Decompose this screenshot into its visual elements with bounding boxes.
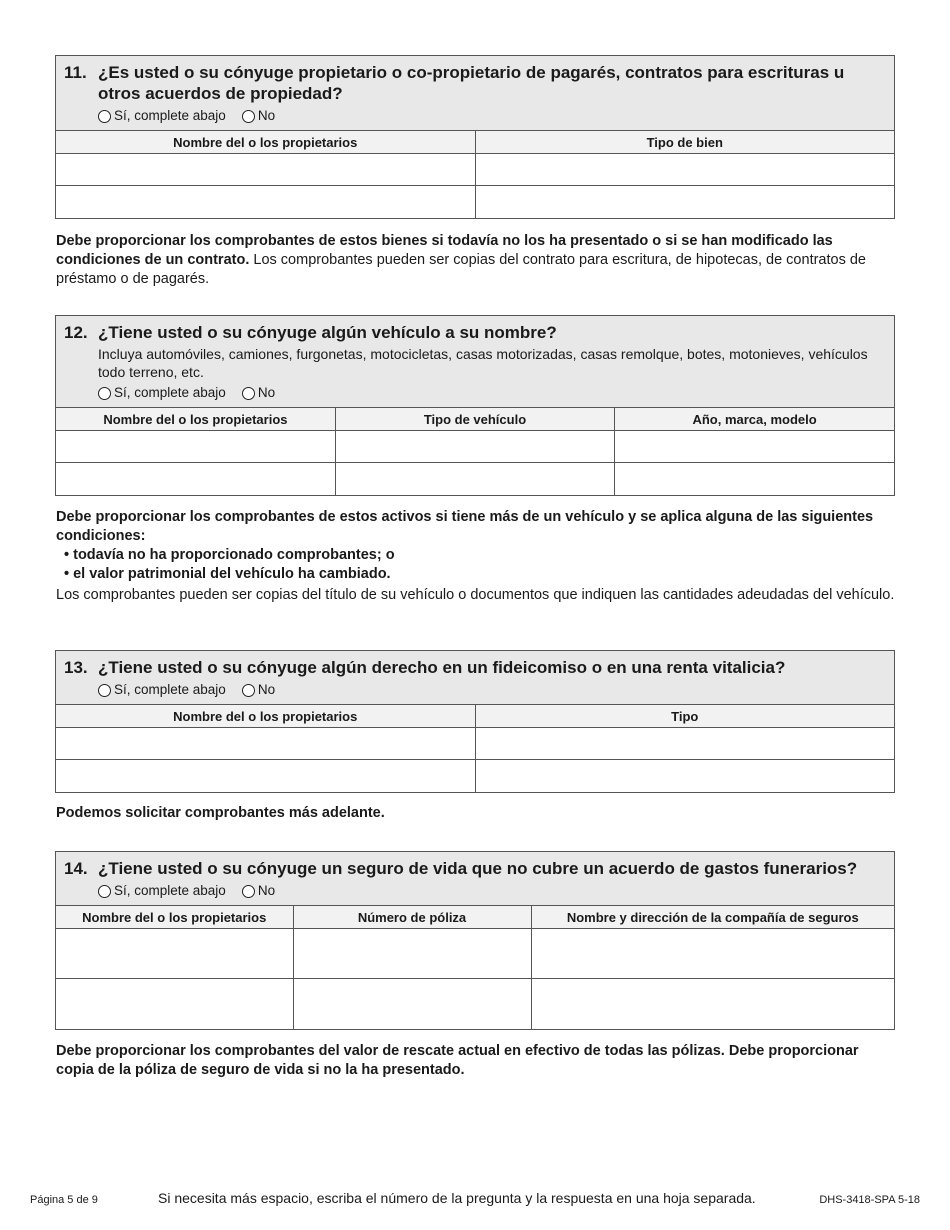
q14-no-radio[interactable]: No: [242, 883, 275, 899]
question-14-note: Debe proporcionar los comprobantes del valor de rescate actual en efectivo de todas las pólizas. Debe proporcionar copia de la póliza de seguro de vida si no la ha presentado.: [56, 1043, 859, 1078]
list-item: • el valor patrimonial del vehículo ha cambiado.: [64, 565, 896, 584]
form-id: DHS-3418-SPA 5-18: [819, 1194, 920, 1206]
q12-year-make-model-input[interactable]: [615, 469, 894, 488]
q12-owner-input[interactable]: [56, 437, 335, 456]
q12-vehicle-type-input[interactable]: [336, 437, 614, 456]
q11-property-type-input[interactable]: [476, 160, 895, 179]
column-header: Tipo de vehículo: [335, 408, 614, 431]
question-12-table: [56, 407, 894, 495]
question-number: 14.: [64, 859, 88, 878]
radio-circle-icon[interactable]: [242, 387, 255, 400]
table-cell[interactable]: [531, 979, 894, 1029]
table-cell[interactable]: [56, 929, 293, 979]
footer-instruction: Si necesita más espacio, escriba el número de la pregunta y la respuesta en una hoja separada.: [158, 1190, 756, 1206]
table-cell[interactable]: [56, 463, 335, 495]
radio-circle-icon[interactable]: [98, 684, 111, 697]
question-14-options: [98, 883, 886, 899]
table-cell[interactable]: [475, 728, 894, 760]
q11-property-type-input[interactable]: [476, 192, 895, 211]
question-number: 12.: [64, 323, 88, 342]
question-12-title: ¿Tiene usted o su cónyuge algún vehículo a su nombre?: [98, 323, 557, 342]
q11-owner-input[interactable]: [56, 160, 475, 179]
radio-circle-icon[interactable]: [242, 885, 255, 898]
column-header: Nombre del o los propietarios: [56, 131, 475, 154]
list-item: • todavía no ha proporcionado comprobantes; o: [64, 546, 896, 565]
q14-policy-number-input[interactable]: [294, 944, 531, 963]
question-13-section: [55, 650, 895, 793]
q11-yes-radio[interactable]: Sí, complete abajo: [98, 108, 226, 124]
table-cell[interactable]: [475, 760, 894, 792]
column-header: Nombre del o los propietarios: [56, 906, 293, 929]
table-cell[interactable]: [56, 154, 475, 186]
column-header: Nombre del o los propietarios: [56, 705, 475, 728]
question-11-header: [56, 56, 894, 130]
question-12-section: [55, 315, 895, 496]
question-13-header: [56, 651, 894, 704]
q13-type-input[interactable]: [476, 766, 895, 785]
column-header: Número de póliza: [293, 906, 531, 929]
question-14-header: [56, 852, 894, 905]
table-cell[interactable]: [56, 186, 475, 218]
table-row: [56, 431, 894, 463]
table-row: [56, 760, 894, 792]
table-cell[interactable]: [56, 431, 335, 463]
question-12-subtitle: Incluya automóviles, camiones, furgonetas, motocicletas, casas motorizadas, casas remolque, botes, motonieves, vehículos todo terreno, etc.: [98, 346, 868, 380]
q14-yes-radio[interactable]: Sí, complete abajo: [98, 883, 226, 899]
table-cell[interactable]: [56, 979, 293, 1029]
question-14-section: [55, 851, 895, 1030]
column-header: Tipo de bien: [475, 131, 894, 154]
q14-insurer-input[interactable]: [532, 944, 895, 963]
question-11-table: [56, 130, 894, 218]
table-cell[interactable]: [335, 431, 614, 463]
q12-vehicle-type-input[interactable]: [336, 469, 614, 488]
table-cell[interactable]: [335, 463, 614, 495]
q13-owner-input[interactable]: [56, 734, 475, 753]
q13-type-input[interactable]: [476, 734, 895, 753]
page-number: Página 5 de 9: [30, 1194, 98, 1206]
radio-circle-icon[interactable]: [98, 110, 111, 123]
question-11-title: ¿Es usted o su cónyuge propietario o co-propietario de pagarés, contratos para escrituras u otros acuerdos de propiedad?: [98, 63, 845, 103]
q14-owner-input[interactable]: [56, 944, 293, 963]
table-cell[interactable]: [475, 154, 894, 186]
question-12-note: Debe proporcionar los comprobantes de estos activos si tiene más de un vehículo y se aplica alguna de las siguientes condiciones: • todavía no ha proporcionado comprobantes; o • el valor patrimonial del vehículo ha cambiado. Los comprobantes pueden ser copias del título de su vehículo o documentos que indiquen las cantidades adeudadas del vehículo.: [56, 508, 896, 605]
question-14-table: [56, 905, 894, 1029]
question-11-options: [98, 108, 886, 124]
column-header: Año, marca, modelo: [615, 408, 894, 431]
table-row: [56, 728, 894, 760]
radio-circle-icon[interactable]: [98, 885, 111, 898]
table-cell[interactable]: [293, 929, 531, 979]
question-14-title: ¿Tiene usted o su cónyuge un seguro de vida que no cubre un acuerdo de gastos funerarios?: [98, 859, 858, 878]
table-row: [56, 979, 894, 1029]
radio-circle-icon[interactable]: [242, 684, 255, 697]
q11-no-radio[interactable]: No: [242, 108, 275, 124]
question-number: 13.: [64, 658, 88, 677]
question-13-table: [56, 704, 894, 792]
question-12-options: [98, 385, 886, 401]
radio-circle-icon[interactable]: [98, 387, 111, 400]
question-13-title: ¿Tiene usted o su cónyuge algún derecho en un fideicomiso o en una renta vitalicia?: [98, 658, 786, 677]
q12-owner-input[interactable]: [56, 469, 335, 488]
q14-insurer-input[interactable]: [532, 994, 895, 1013]
q14-policy-number-input[interactable]: [294, 994, 531, 1013]
column-header: Nombre del o los propietarios: [56, 408, 335, 431]
table-cell[interactable]: [56, 760, 475, 792]
page-footer: [0, 1190, 950, 1210]
table-cell[interactable]: [475, 186, 894, 218]
q12-no-radio[interactable]: No: [242, 385, 275, 401]
table-row: [56, 463, 894, 495]
column-header: Nombre y dirección de la compañía de seguros: [531, 906, 894, 929]
q13-yes-radio[interactable]: Sí, complete abajo: [98, 682, 226, 698]
conditions-list: [56, 546, 896, 584]
column-header: Tipo: [475, 705, 894, 728]
table-cell[interactable]: [56, 728, 475, 760]
question-11-note: Debe proporcionar los comprobantes de estos bienes si todavía no los ha presentado o si se han modificado las condiciones de un contrato. Los comprobantes pueden ser copias del contrato para escritura, de hipotecas, de contratos de préstamo o de pagarés.: [56, 233, 866, 287]
question-12-header: [56, 316, 894, 407]
table-cell[interactable]: [615, 463, 894, 495]
q12-year-make-model-input[interactable]: [615, 437, 894, 456]
question-13-note: Podemos solicitar comprobantes más adelante.: [56, 805, 385, 821]
q13-no-radio[interactable]: No: [242, 682, 275, 698]
table-cell[interactable]: [531, 929, 894, 979]
question-number: 11.: [64, 63, 87, 82]
table-row: [56, 154, 894, 186]
table-row: [56, 929, 894, 979]
table-row: [56, 186, 894, 218]
question-13-options: [98, 682, 886, 698]
table-cell[interactable]: [293, 979, 531, 1029]
q13-owner-input[interactable]: [56, 766, 475, 785]
radio-circle-icon[interactable]: [242, 110, 255, 123]
q14-owner-input[interactable]: [56, 994, 293, 1013]
question-11-section: [55, 55, 895, 219]
q12-yes-radio[interactable]: Sí, complete abajo: [98, 385, 226, 401]
q11-owner-input[interactable]: [56, 192, 475, 211]
table-cell[interactable]: [615, 431, 894, 463]
